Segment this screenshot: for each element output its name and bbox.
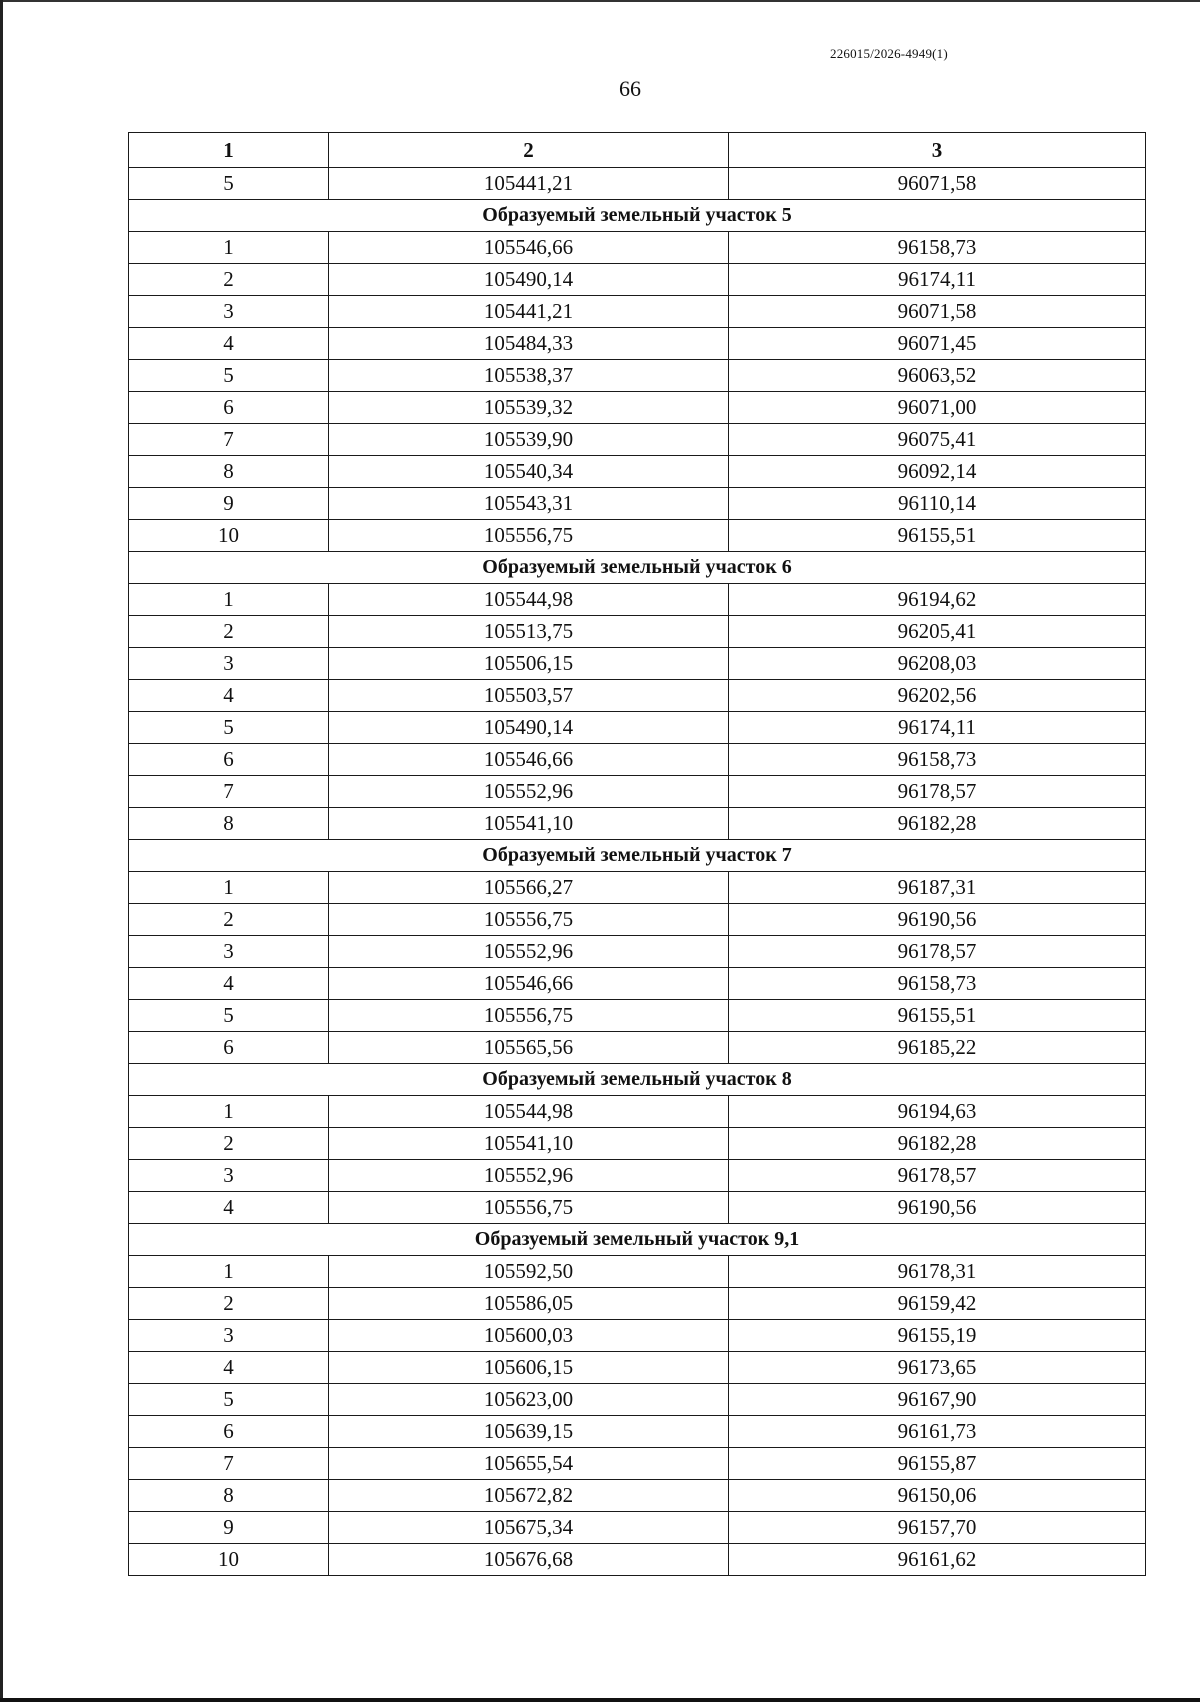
section-row — [129, 200, 1146, 232]
y-coordinate-cell: 96194,62 — [729, 584, 1146, 616]
x-coordinate-cell: 105506,15 — [329, 648, 729, 680]
x-coordinate-cell: 105539,90 — [329, 424, 729, 456]
point-number-cell: 7 — [129, 1448, 329, 1480]
page-number: 66 — [619, 76, 641, 101]
x-coordinate-cell: 105544,98 — [329, 1096, 729, 1128]
x-coordinate-cell: 105441,21 — [329, 296, 729, 328]
table-body — [129, 168, 1146, 1576]
section-title: Образуемый земельный участок 5 — [129, 200, 1146, 232]
y-coordinate-cell: 96155,87 — [729, 1448, 1146, 1480]
point-number-cell: 6 — [129, 1416, 329, 1448]
y-coordinate-cell: 96205,41 — [729, 616, 1146, 648]
x-coordinate-cell: 105623,00 — [329, 1384, 729, 1416]
table-row — [129, 264, 1146, 296]
table-row — [129, 232, 1146, 264]
table-row — [129, 1320, 1146, 1352]
x-coordinate-cell: 105546,66 — [329, 744, 729, 776]
point-number-cell: 4 — [129, 680, 329, 712]
x-coordinate-cell: 105639,15 — [329, 1416, 729, 1448]
table-row — [129, 1096, 1146, 1128]
column-header: 2 — [329, 133, 729, 168]
table-row — [129, 168, 1146, 200]
table-row — [129, 360, 1146, 392]
x-coordinate-cell: 105490,14 — [329, 712, 729, 744]
table-row — [129, 1000, 1146, 1032]
point-number-cell: 3 — [129, 1320, 329, 1352]
y-coordinate-cell: 96155,51 — [729, 1000, 1146, 1032]
y-coordinate-cell: 96182,28 — [729, 1128, 1146, 1160]
x-coordinate-cell: 105441,21 — [329, 168, 729, 200]
point-number-cell: 2 — [129, 264, 329, 296]
y-coordinate-cell: 96178,57 — [729, 776, 1146, 808]
section-title: Образуемый земельный участок 6 — [129, 552, 1146, 584]
y-coordinate-cell: 96185,22 — [729, 1032, 1146, 1064]
table-row — [129, 744, 1146, 776]
x-coordinate-cell: 105503,57 — [329, 680, 729, 712]
table-row — [129, 776, 1146, 808]
x-coordinate-cell: 105556,75 — [329, 904, 729, 936]
y-coordinate-cell: 96173,65 — [729, 1352, 1146, 1384]
section-row — [129, 1064, 1146, 1096]
x-coordinate-cell: 105586,05 — [329, 1288, 729, 1320]
x-coordinate-cell: 105546,66 — [329, 232, 729, 264]
y-coordinate-cell: 96167,90 — [729, 1384, 1146, 1416]
point-number-cell: 4 — [129, 1192, 329, 1224]
table-row — [129, 936, 1146, 968]
scan-edge-left — [0, 0, 3, 1702]
point-number-cell: 5 — [129, 1384, 329, 1416]
section-row — [129, 552, 1146, 584]
x-coordinate-cell: 105556,75 — [329, 520, 729, 552]
x-coordinate-cell: 105539,32 — [329, 392, 729, 424]
x-coordinate-cell: 105541,10 — [329, 1128, 729, 1160]
y-coordinate-cell: 96063,52 — [729, 360, 1146, 392]
y-coordinate-cell: 96071,00 — [729, 392, 1146, 424]
x-coordinate-cell: 105546,66 — [329, 968, 729, 1000]
x-coordinate-cell: 105655,54 — [329, 1448, 729, 1480]
y-coordinate-cell: 96150,06 — [729, 1480, 1146, 1512]
section-row — [129, 1224, 1146, 1256]
point-number-cell: 4 — [129, 328, 329, 360]
point-number-cell: 9 — [129, 488, 329, 520]
x-coordinate-cell: 105552,96 — [329, 776, 729, 808]
y-coordinate-cell: 96092,14 — [729, 456, 1146, 488]
point-number-cell: 5 — [129, 168, 329, 200]
section-title: Образуемый земельный участок 7 — [129, 840, 1146, 872]
y-coordinate-cell: 96208,03 — [729, 648, 1146, 680]
table-row — [129, 424, 1146, 456]
table-row — [129, 456, 1146, 488]
x-coordinate-cell: 105566,27 — [329, 872, 729, 904]
x-coordinate-cell: 105675,34 — [329, 1512, 729, 1544]
point-number-cell: 1 — [129, 232, 329, 264]
x-coordinate-cell: 105672,82 — [329, 1480, 729, 1512]
point-number-cell: 6 — [129, 392, 329, 424]
point-number-cell: 8 — [129, 1480, 329, 1512]
x-coordinate-cell: 105606,15 — [329, 1352, 729, 1384]
point-number-cell: 2 — [129, 616, 329, 648]
y-coordinate-cell: 96071,58 — [729, 168, 1146, 200]
x-coordinate-cell: 105544,98 — [329, 584, 729, 616]
point-number-cell: 3 — [129, 648, 329, 680]
y-coordinate-cell: 96075,41 — [729, 424, 1146, 456]
x-coordinate-cell: 105600,03 — [329, 1320, 729, 1352]
x-coordinate-cell: 105565,56 — [329, 1032, 729, 1064]
document-number: 226015/2026-4949(1) — [830, 46, 948, 61]
x-coordinate-cell: 105513,75 — [329, 616, 729, 648]
table-row — [129, 1192, 1146, 1224]
table-row — [129, 648, 1146, 680]
table-row — [129, 904, 1146, 936]
table-row — [129, 1480, 1146, 1512]
y-coordinate-cell: 96158,73 — [729, 232, 1146, 264]
column-header: 1 — [129, 133, 329, 168]
y-coordinate-cell: 96161,62 — [729, 1544, 1146, 1576]
y-coordinate-cell: 96158,73 — [729, 744, 1146, 776]
table-row — [129, 1544, 1146, 1576]
column-header: 3 — [729, 133, 1146, 168]
point-number-cell: 1 — [129, 1096, 329, 1128]
point-number-cell: 2 — [129, 904, 329, 936]
table-row — [129, 808, 1146, 840]
y-coordinate-cell: 96194,63 — [729, 1096, 1146, 1128]
x-coordinate-cell: 105543,31 — [329, 488, 729, 520]
point-number-cell: 5 — [129, 1000, 329, 1032]
x-coordinate-cell: 105592,50 — [329, 1256, 729, 1288]
point-number-cell: 5 — [129, 712, 329, 744]
point-number-cell: 4 — [129, 1352, 329, 1384]
table-row — [129, 1352, 1146, 1384]
table-row — [129, 296, 1146, 328]
point-number-cell: 10 — [129, 520, 329, 552]
table-row — [129, 680, 1146, 712]
y-coordinate-cell: 96159,42 — [729, 1288, 1146, 1320]
x-coordinate-cell: 105676,68 — [329, 1544, 729, 1576]
y-coordinate-cell: 96071,58 — [729, 296, 1146, 328]
point-number-cell: 1 — [129, 872, 329, 904]
table-row — [129, 1256, 1146, 1288]
x-coordinate-cell: 105541,10 — [329, 808, 729, 840]
x-coordinate-cell: 105490,14 — [329, 264, 729, 296]
x-coordinate-cell: 105556,75 — [329, 1000, 729, 1032]
point-number-cell: 5 — [129, 360, 329, 392]
table-row — [129, 616, 1146, 648]
point-number-cell: 10 — [129, 1544, 329, 1576]
point-number-cell: 3 — [129, 1160, 329, 1192]
scan-edge-bottom — [0, 1698, 1200, 1702]
table-row — [129, 1384, 1146, 1416]
table-row — [129, 392, 1146, 424]
y-coordinate-cell: 96157,70 — [729, 1512, 1146, 1544]
scan-edge-top — [0, 0, 1200, 2]
point-number-cell: 2 — [129, 1128, 329, 1160]
y-coordinate-cell: 96182,28 — [729, 808, 1146, 840]
table-row — [129, 328, 1146, 360]
table-row — [129, 712, 1146, 744]
table-row — [129, 584, 1146, 616]
y-coordinate-cell: 96190,56 — [729, 1192, 1146, 1224]
table-row — [129, 1032, 1146, 1064]
table-row — [129, 1416, 1146, 1448]
x-coordinate-cell: 105540,34 — [329, 456, 729, 488]
section-row — [129, 840, 1146, 872]
point-number-cell: 7 — [129, 424, 329, 456]
point-number-cell: 3 — [129, 296, 329, 328]
x-coordinate-cell: 105538,37 — [329, 360, 729, 392]
y-coordinate-cell: 96174,11 — [729, 264, 1146, 296]
y-coordinate-cell: 96174,11 — [729, 712, 1146, 744]
table-row — [129, 1448, 1146, 1480]
x-coordinate-cell: 105556,75 — [329, 1192, 729, 1224]
point-number-cell: 3 — [129, 936, 329, 968]
y-coordinate-cell: 96110,14 — [729, 488, 1146, 520]
y-coordinate-cell: 96158,73 — [729, 968, 1146, 1000]
x-coordinate-cell: 105552,96 — [329, 936, 729, 968]
y-coordinate-cell: 96178,57 — [729, 1160, 1146, 1192]
coordinates-table — [128, 132, 1146, 1576]
table-row — [129, 1128, 1146, 1160]
section-title: Образуемый земельный участок 9,1 — [129, 1224, 1146, 1256]
point-number-cell: 6 — [129, 1032, 329, 1064]
point-number-cell: 9 — [129, 1512, 329, 1544]
point-number-cell: 2 — [129, 1288, 329, 1320]
y-coordinate-cell: 96178,31 — [729, 1256, 1146, 1288]
point-number-cell: 7 — [129, 776, 329, 808]
point-number-cell: 6 — [129, 744, 329, 776]
table-row — [129, 1512, 1146, 1544]
point-number-cell: 8 — [129, 456, 329, 488]
table-row — [129, 968, 1146, 1000]
table-row — [129, 520, 1146, 552]
y-coordinate-cell: 96155,51 — [729, 520, 1146, 552]
x-coordinate-cell: 105552,96 — [329, 1160, 729, 1192]
y-coordinate-cell: 96190,56 — [729, 904, 1146, 936]
table-row — [129, 1288, 1146, 1320]
point-number-cell: 1 — [129, 584, 329, 616]
point-number-cell: 8 — [129, 808, 329, 840]
table-row — [129, 872, 1146, 904]
y-coordinate-cell: 96161,73 — [729, 1416, 1146, 1448]
table-row — [129, 488, 1146, 520]
table-row — [129, 1160, 1146, 1192]
y-coordinate-cell: 96178,57 — [729, 936, 1146, 968]
y-coordinate-cell: 96155,19 — [729, 1320, 1146, 1352]
x-coordinate-cell: 105484,33 — [329, 328, 729, 360]
point-number-cell: 1 — [129, 1256, 329, 1288]
y-coordinate-cell: 96071,45 — [729, 328, 1146, 360]
section-title: Образуемый земельный участок 8 — [129, 1064, 1146, 1096]
y-coordinate-cell: 96187,31 — [729, 872, 1146, 904]
table-header-row — [129, 133, 1146, 168]
point-number-cell: 4 — [129, 968, 329, 1000]
y-coordinate-cell: 96202,56 — [729, 680, 1146, 712]
